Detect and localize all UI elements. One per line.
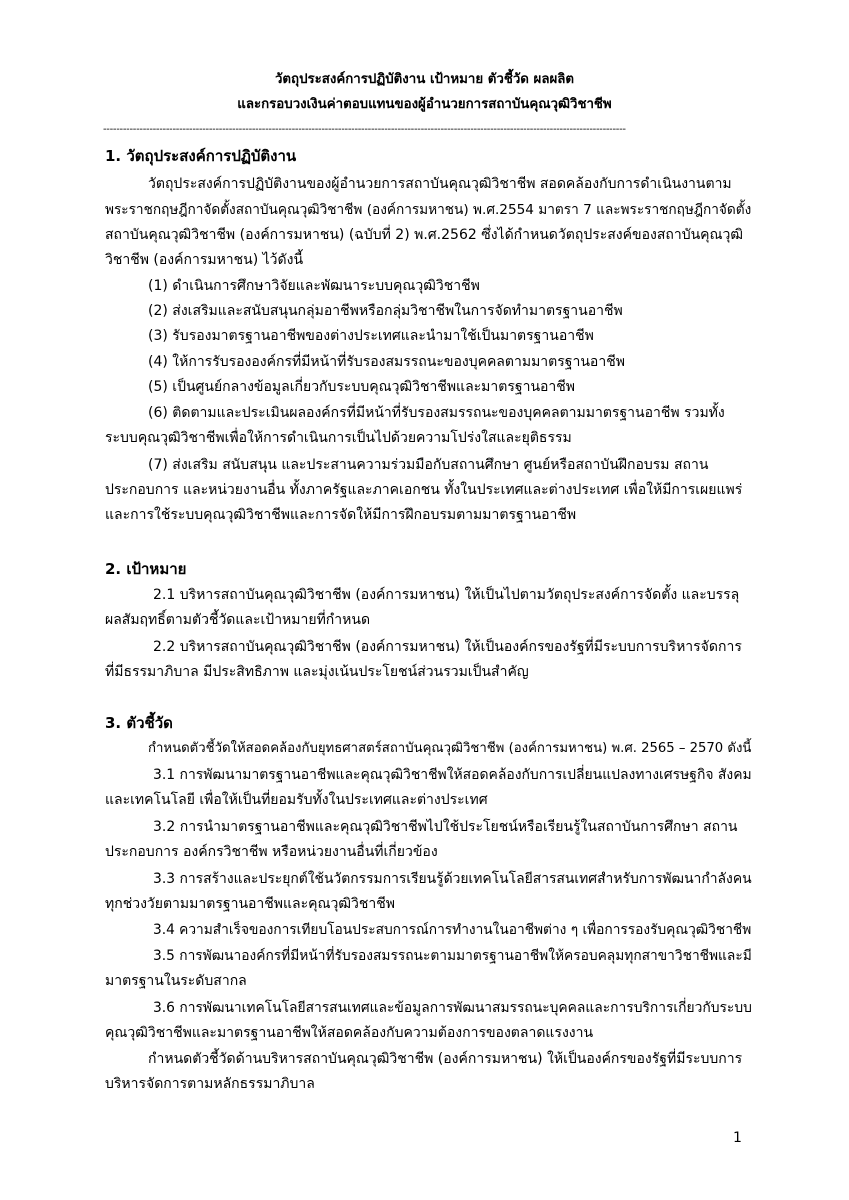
objective-item-7-cont: ประกอบการ และหน่วยงานอื่น ทั้งภาครัฐและภาคเอกชน ทั้งในประเทศและต่างประเทศ เพื่อให้มีการเผยแพร่ [105, 482, 743, 498]
goal-2-2: 2.2 บริหารสถาบันคุณวุฒิวิชาชีพ (องค์การมหาชน) ให้เป็นองค์กรของรัฐที่มีระบบการบริหารจัดการ [153, 639, 742, 655]
goal-2-1-cont: ผลสัมฤทธิ์ตามตัวชี้วัดและเป้าหมายที่กำหนด [105, 612, 371, 628]
indicator-closing: กำหนดตัวชี้วัดด้านบริหารสถาบันคุณวุฒิวิชาชีพ (องค์การมหาชน) ให้เป็นองค์กรของรัฐที่มีระบบการ [148, 1051, 743, 1067]
indicator-3-1: 3.1 การพัฒนามาตรฐานอาชีพและคุณวุฒิวิชาชีพให้สอดคล้องกับการเปลี่ยนแปลงทางเศรษฐกิจ สังคม [153, 767, 752, 783]
doc-title-line-2: และกรอบวงเงินค่าตอบแทนของผู้อำนวยการสถาบันคุณวุฒิวิชาชีพ [237, 97, 612, 112]
indicator-3-1-cont: และเทคโนโลยี เพื่อให้เป็นที่ยอมรับทั้งในประเทศและต่างประเทศ [105, 792, 488, 808]
separator-line: -------------------------------------------------------------------------------------------------------------------------------------------------------------- [103, 124, 626, 135]
section-1-intro-line: พระราชกฤษฎีกาจัดตั้งสถาบันคุณวุฒิวิชาชีพ (องค์การมหาชน) พ.ศ.2554 มาตรา 7 และพระราชกฤษฎีกาจัดตั้ง [105, 202, 752, 218]
objective-item: (5) เป็นศูนย์กลางข้อมูลเกี่ยวกับระบบคุณวุฒิวิชาชีพและมาตรฐานอาชีพ [148, 379, 576, 395]
objective-item: (4) ให้การรับรององค์กรที่มีหน้าที่รับรองสมรรถนะของบุคคลตามมาตรฐานอาชีพ [148, 354, 625, 370]
section-1-intro-line: สถาบันคุณวุฒิวิชาชีพ (องค์การมหาชน) (ฉบับที่ 2) พ.ศ.2562 ซึ่งได้กำหนดวัตถุประสงค์ของสถาบันคุณวุฒิ [105, 227, 744, 243]
section-2-heading: 2. เป้าหมาย [105, 560, 187, 578]
indicator-3-5-cont: มาตรฐานในระดับสากล [105, 973, 247, 989]
doc-title-line-1: วัตถุประสงค์การปฏิบัติงาน เป้าหมาย ตัวชี้วัด ผลผลิต [274, 72, 575, 87]
indicator-3-4: 3.4 ความสำเร็จของการเทียบโอนประสบการณ์การทำงานในอาชีพต่าง ๆ เพื่อการรองรับคุณวุฒิวิชาชีพ [153, 922, 752, 938]
indicator-closing-cont: บริหารจัดการตามหลักธรรมาภิบาล [105, 1076, 315, 1092]
section-1-heading: 1. วัตถุประสงค์การปฏิบัติงาน [105, 147, 297, 165]
indicator-3-6-cont: คุณวุฒิวิชาชีพและมาตรฐานอาชีพให้สอดคล้องกับความต้องการของตลาดแรงงาน [105, 1025, 594, 1041]
objective-item: (3) รับรองมาตรฐานอาชีพของต่างประเทศและนำมาใช้เป็นมาตรฐานอาชีพ [148, 328, 594, 344]
indicator-intro: กำหนดตัวชี้วัดให้สอดคล้องกับยุทธศาสตร์สถาบันคุณวุฒิวิชาชีพ (องค์การมหาชน) พ.ศ. 2565 – 2570 ดังนี้ [148, 741, 752, 756]
section-1-intro-line: วัตถุประสงค์การปฏิบัติงานของผู้อำนวยการสถาบันคุณวุฒิวิชาชีพ สอดคล้องกับการดำเนินงานตาม [148, 176, 732, 192]
indicator-3-3-cont: ทุกช่วงวัยตามมาตรฐานอาชีพและคุณวุฒิวิชาชีพ [105, 896, 395, 912]
indicator-3-2-cont: ประกอบการ องค์กรวิชาชีพ หรือหน่วยงานอื่นที่เกี่ยวข้อง [105, 844, 438, 860]
objective-item: (2) ส่งเสริมและสนับสนุนกลุ่มอาชีพหรือกลุ่มวิชาชีพในการจัดทำมาตรฐานอาชีพ [148, 303, 623, 319]
section-3-heading: 3. ตัวชี้วัด [105, 714, 173, 732]
indicator-3-2: 3.2 การนำมาตรฐานอาชีพและคุณวุฒิวิชาชีพไปใช้ประโยชน์หรือเรียนรู้ในสถาบันการศึกษา สถาน [153, 819, 738, 835]
indicator-3-6: 3.6 การพัฒนาเทคโนโลยีสารสนเทศและข้อมูลการพัฒนาสมรรถนะบุคคลและการบริการเกี่ยวกับระบบ [153, 1000, 752, 1016]
goal-2-2-cont: ที่มีธรรมาภิบาล มีประสิทธิภาพ และมุ่งเน้นประโยชน์ส่วนรวมเป็นสำคัญ [105, 664, 529, 680]
indicator-3-3: 3.3 การสร้างและประยุกต์ใช้นวัตกรรมการเรียนรู้ด้วยเทคโนโลยีสารสนเทศสำหรับการพัฒนากำลังคน [153, 871, 752, 887]
objective-item-7: (7) ส่งเสริม สนับสนุน และประสานความร่วมมือกับสถานศึกษา ศูนย์หรือสถาบันฝึกอบรม สถาน [148, 457, 709, 473]
section-1-intro-line: วิชาชีพ (องค์การมหาชน) ไว้ดังนี้ [105, 252, 304, 268]
indicator-3-5: 3.5 การพัฒนาองค์กรที่มีหน้าที่รับรองสมรรถนะตามมาตรฐานอาชีพให้ครอบคลุมทุกสาขาวิชาชีพและมี [153, 948, 752, 964]
goal-2-1: 2.1 บริหารสถาบันคุณวุฒิวิชาชีพ (องค์การมหาชน) ให้เป็นไปตามวัตถุประสงค์การจัดตั้ง และบรรลุ [153, 587, 740, 603]
objective-item: (1) ดำเนินการศึกษาวิจัยและพัฒนาระบบคุณวุฒิวิชาชีพ [148, 278, 480, 294]
objective-item-6-cont: ระบบคุณวุฒิวิชาชีพเพื่อให้การดำเนินการเป็นไปด้วยความโปร่งใสและยุติธรรม [105, 430, 572, 446]
page-number: 1 [733, 1130, 742, 1146]
objective-item-7-cont: และการใช้ระบบคุณวุฒิวิชาชีพและการจัดให้มีการฝึกอบรมตามมาตรฐานอาชีพ [105, 507, 577, 523]
objective-item-6: (6) ติดตามและประเมินผลองค์กรที่มีหน้าที่รับรองสมรรถนะของบุคคลตามมาตรฐานอาชีพ รวมทั้ง [148, 405, 725, 421]
